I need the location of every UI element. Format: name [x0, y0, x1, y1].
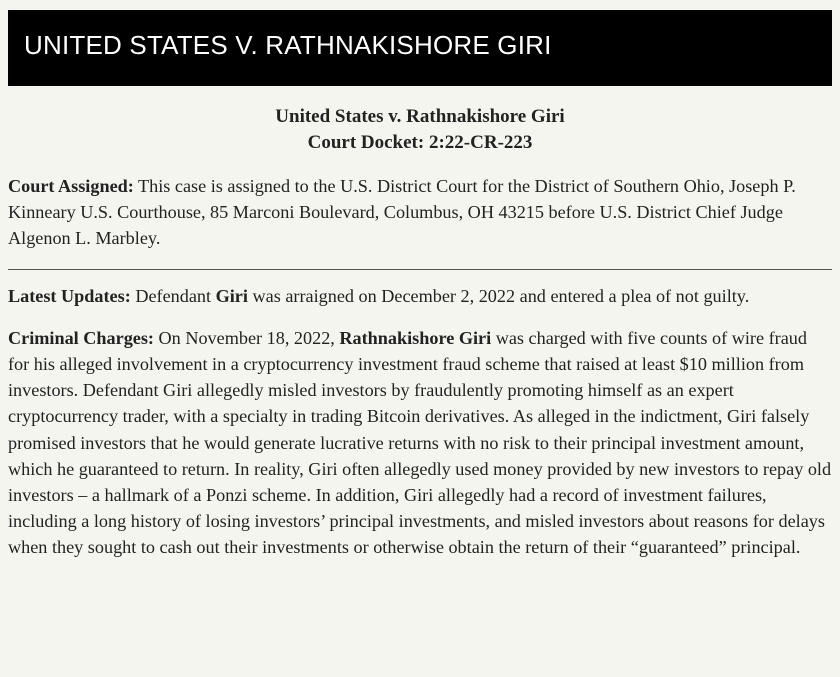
- case-content: [8, 104, 832, 561]
- latest-updates-text-after: was arraigned on December 2, 2022 and entered a plea of not guilty.: [247, 285, 750, 306]
- court-assigned-label: Court Assigned:: [8, 176, 134, 196]
- criminal-charges-label: Criminal Charges:: [8, 327, 154, 348]
- page-banner: [8, 10, 832, 86]
- defendant-name: Giri: [215, 285, 248, 306]
- latest-updates-text-before: Defendant: [130, 285, 216, 306]
- criminal-charges-paragraph: [8, 325, 832, 561]
- defendant-full-name: Rathnakishore Giri: [339, 327, 492, 348]
- latest-updates-label: Latest Updates:: [8, 285, 131, 306]
- criminal-charges-text-after: was charged with five counts of wire fraud for his alleged involvement in a cryptocurrency investment fraud scheme that raised at least $10 million from investors. Defendant Giri allegedly misled investors by fraudulently promoting himself as an expert cryptocurrency trader, with a specialty in trading Bitcoin derivatives. As alleged in the indictment, Giri falsely promised investors that he would generate lucrative returns with no risk to their principal investment amount, which he guaranteed to return. In reality, Giri often allegedly used money provided by new investors to repay old investors – a hallmark of a Ponzi scheme. In addition, Giri allegedly had a record of investment failures, including a long history of losing investors’ principal investments, and misled investors about reasons for delays when they sought to cash out their investments or otherwise obtain the return of their “guaranteed” principal.: [8, 327, 832, 558]
- court-docket: Court Docket: 2:22-CR-223: [307, 132, 533, 153]
- banner-title: UNITED STATES V. RATHNAKISHORE GIRI: [24, 29, 552, 60]
- case-header: [8, 104, 832, 156]
- court-assigned-text: This case is assigned to the U.S. District Court for the District of Southern Ohio, Joseph P. Kinneary U.S. Courthouse, 85 Marconi Boulevard, Columbus, OH 43215 before U.S. District Chief Judge Algenon L. Marbley.: [8, 176, 796, 249]
- court-assigned-paragraph: [8, 173, 832, 252]
- section-divider: [8, 269, 832, 270]
- criminal-charges-text-before: On November 18, 2022,: [154, 327, 340, 348]
- latest-updates-paragraph: [8, 283, 832, 309]
- case-name: United States v. Rathnakishore Giri: [275, 106, 565, 127]
